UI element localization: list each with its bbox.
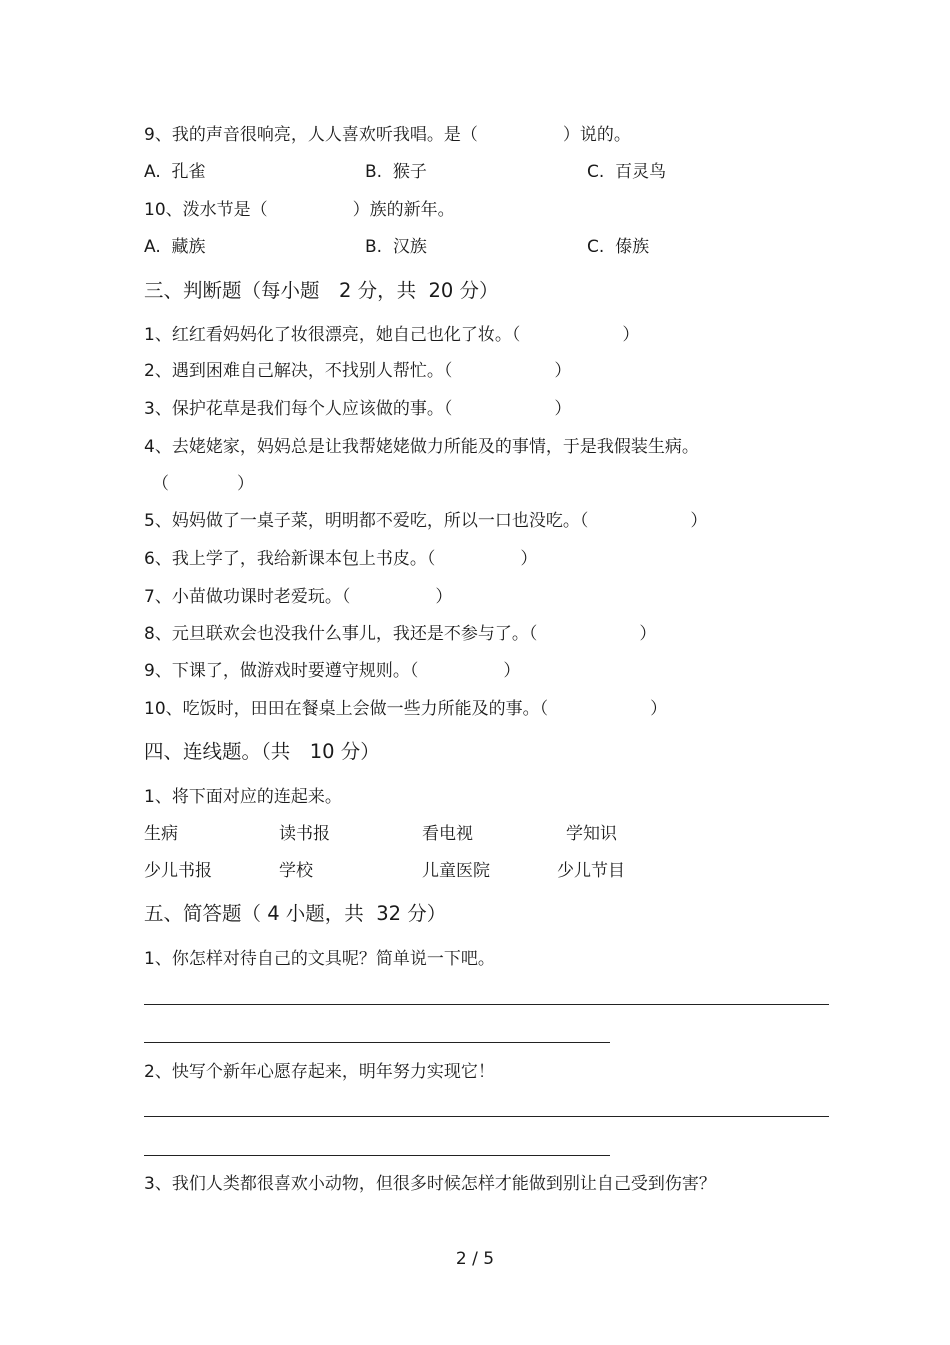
judge-item-9: 9、下课了，做游戏时要遵守规则。（ ） (144, 661, 521, 681)
short-answer-1: 1、你怎样对待自己的文具呢？简单说一下吧。 (144, 949, 495, 969)
judge-item-5: 5、妈妈做了一桌子菜，明明都不爱吃，所以一口也没吃。（ ） (144, 511, 708, 531)
judge-item-10: 10、吃饭时，田田在餐桌上会做一些力所能及的事。（ ） (144, 699, 668, 719)
short-answer-3: 3、我们人类都很喜欢小动物，但很多时候怎样才能做到别让自己受到伤害？ (144, 1174, 716, 1194)
match-left-1: 生病 (144, 824, 178, 844)
judge-item-6: 6、我上学了，我给新课本包上书皮。（ ） (144, 549, 538, 569)
page-number: 2 / 5 (455, 1249, 495, 1269)
answer-line (144, 1042, 610, 1043)
match-right-4: 少儿节目 (557, 861, 625, 881)
short-answer-2: 2、快写个新年心愿存起来，明年努力实现它！ (144, 1062, 495, 1082)
answer-line (144, 1155, 610, 1156)
match-right-1: 少儿书报 (144, 861, 212, 881)
match-left-2: 读书报 (279, 824, 330, 844)
judge-item-7: 7、小苗做功课时老爱玩。（ ） (144, 587, 453, 607)
answer-line (144, 1004, 829, 1005)
judge-item-3: 3、保护花草是我们每个人应该做的事。（ ） (144, 399, 572, 419)
judge-item-4-bracket: （ ） (152, 474, 254, 494)
answer-line (144, 1116, 829, 1117)
section-5-heading: 五、简答题（ 4 小题，共 32 分） (144, 902, 447, 925)
mc-10-option-c: C. 傣族 (587, 237, 650, 257)
mc-10-option-b: B. 汉族 (365, 237, 427, 257)
section-3-heading: 三、判断题（每小题 2 分，共 20 分） (144, 279, 499, 302)
section-4-heading: 四、连线题。（共 10 分） (144, 740, 380, 763)
mc-question-10: 10、泼水节是（ ）族的新年。 (144, 200, 455, 220)
mc-9-option-b: B. 猴子 (365, 162, 427, 182)
match-right-2: 学校 (279, 861, 313, 881)
mc-question-9: 9、我的声音很响亮，人人喜欢听我唱。是（ ）说的。 (144, 125, 631, 145)
mc-9-option-a: A. 孔雀 (144, 162, 206, 182)
mc-10-option-a: A. 藏族 (144, 237, 206, 257)
match-left-3: 看电视 (422, 824, 473, 844)
judge-item-4: 4、去姥姥家，妈妈总是让我帮姥姥做力所能及的事情，于是我假装生病。 (144, 437, 699, 457)
mc-9-option-c: C. 百灵鸟 (587, 162, 667, 182)
match-left-4: 学知识 (566, 824, 617, 844)
match-right-3: 儿童医院 (422, 861, 490, 881)
judge-item-1: 1、红红看妈妈化了妆很漂亮，她自己也化了妆。（ ） (144, 325, 640, 345)
judge-item-2: 2、遇到困难自己解决，不找别人帮忙。（ ） (144, 361, 572, 381)
judge-item-8: 8、元旦联欢会也没我什么事儿，我还是不参与了。（ ） (144, 624, 657, 644)
matching-instruction: 1、将下面对应的连起来。 (144, 787, 342, 807)
